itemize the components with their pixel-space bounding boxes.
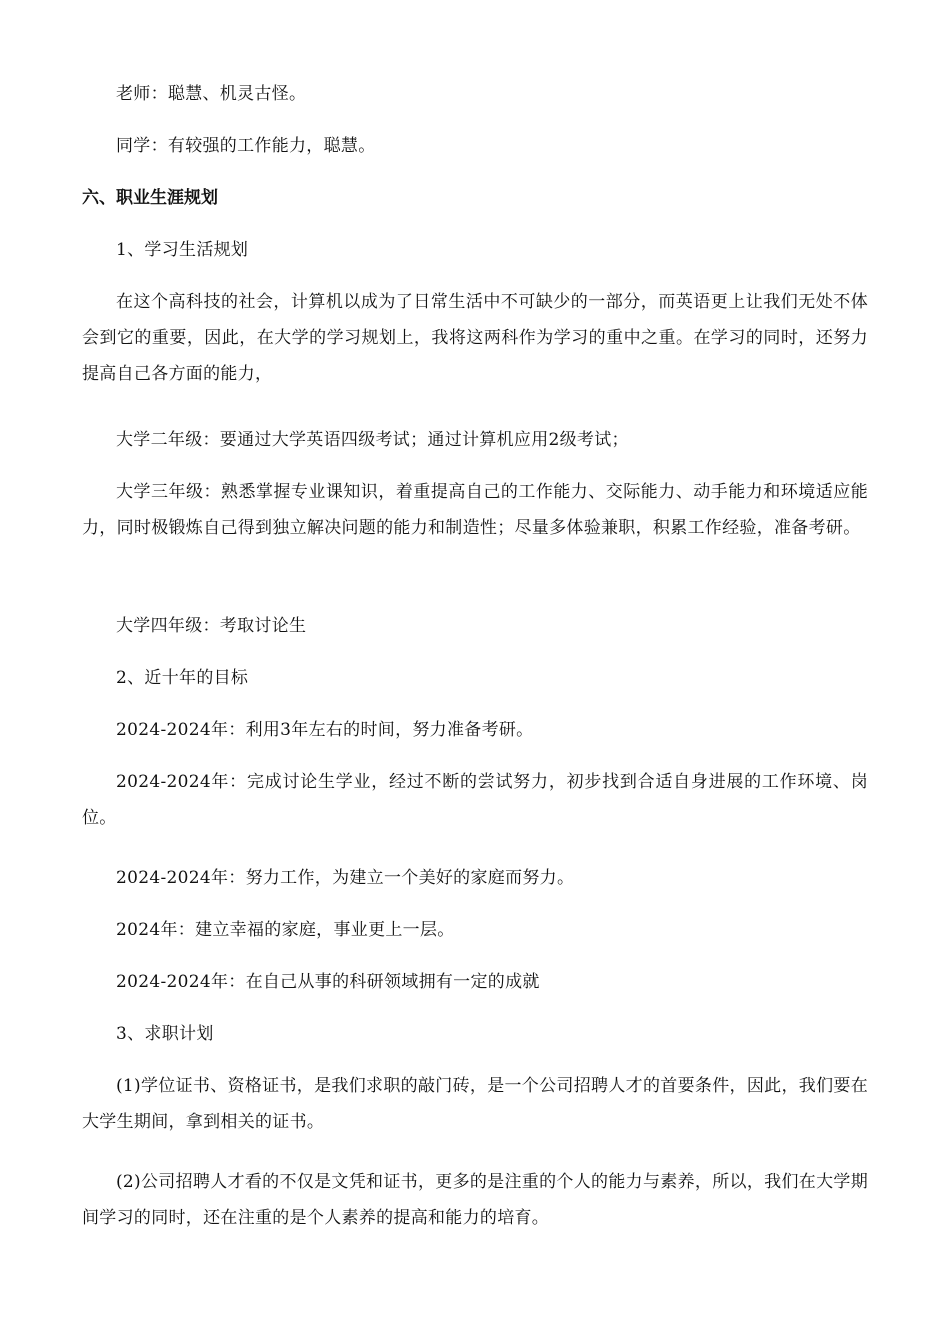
paragraph-teacher-comment: 老师：聪慧、机灵古怪。 (116, 84, 307, 104)
paragraph-junior-year: 大学三年级：熟悉掌握专业课知识，着重提高自己的工作能力、交际能力、动手能力和环境适应能力，同时极锻炼自己得到独立解决问题的能力和制造性；尽量多体验兼职，积累工作经验，准备考研。 (82, 482, 868, 538)
paragraph-senior-year: 大学四年级：考取讨论生 (116, 616, 307, 636)
subheading-ten-year-goals: 2、近十年的目标 (116, 668, 249, 688)
paragraph-sophomore-year: 大学二年级：要通过大学英语四级考试；通过计算机应用2级考试； (116, 430, 629, 450)
paragraph-goal-5: 2024-2024年：在自己从事的科研领域拥有一定的成就 (116, 972, 540, 992)
paragraph-goal-1: 2024-2024年：利用3年左右的时间，努力准备考研。 (116, 720, 534, 740)
section-heading-career-planning: 六、职业生涯规划 (82, 188, 218, 208)
paragraph-job-plan-1: (1)学位证书、资格证书，是我们求职的敲门砖，是一个公司招聘人才的首要条件，因此，我们要在大学生期间，拿到相关的证书。 (82, 1076, 868, 1132)
paragraph-study-plan-intro: 在这个高科技的社会，计算机以成为了日常生活中不可缺少的一部分，而英语更上让我们无处不体会到它的重要，因此，在大学的学习规划上，我将这两科作为学习的重中之重。在学习的同时，还努力提高自己各方面的能力， (82, 292, 868, 384)
subheading-job-plan: 3、求职计划 (116, 1024, 214, 1044)
paragraph-job-plan-2: (2)公司招聘人才看的不仅是文凭和证书，更多的是注重的个人的能力与素养，所以，我们在大学期间学习的同时，还在注重的是个人素养的提高和能力的培育。 (82, 1172, 868, 1228)
paragraph-goal-3: 2024-2024年：努力工作，为建立一个美好的家庭而努力。 (116, 868, 575, 888)
paragraph-goal-2: 2024-2024年：完成讨论生学业，经过不断的尝试努力，初步找到合适自身进展的工作环境、岗位。 (82, 772, 868, 828)
subheading-study-plan: 1、学习生活规划 (116, 240, 249, 260)
paragraph-classmate-comment: 同学：有较强的工作能力，聪慧。 (116, 136, 376, 156)
paragraph-goal-4: 2024年：建立幸福的家庭，事业更上一层。 (116, 920, 455, 940)
